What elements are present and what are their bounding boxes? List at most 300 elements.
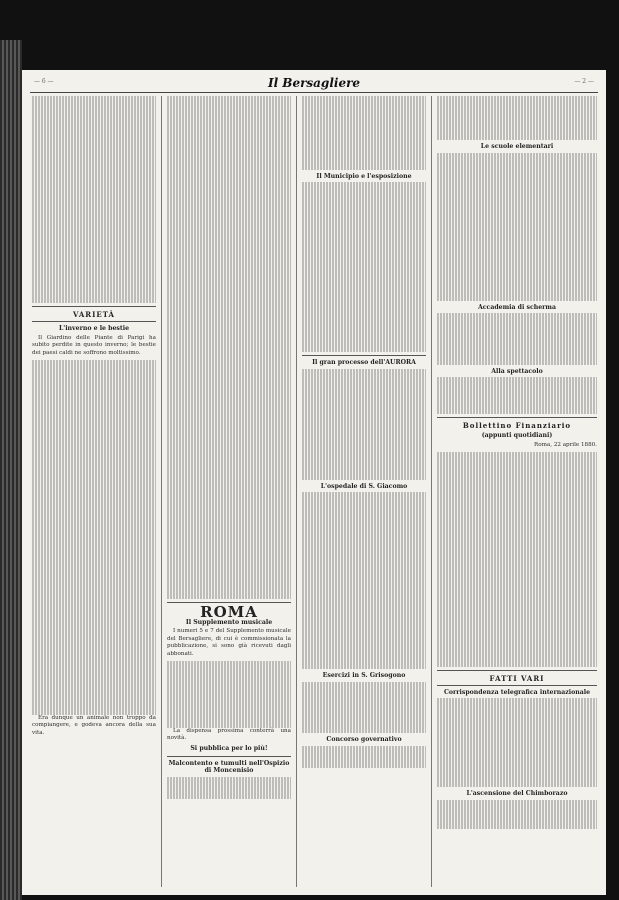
- text-line: [32, 103, 156, 110]
- text-line: [437, 190, 597, 197]
- text-line: [437, 750, 597, 757]
- text-line: [32, 493, 156, 500]
- section-divider: [32, 306, 156, 307]
- section-divider: [437, 417, 597, 418]
- text-line: [437, 698, 597, 705]
- text-line: [437, 399, 597, 406]
- text-line: [437, 482, 597, 489]
- text-line: [167, 443, 291, 450]
- text-line: [167, 244, 291, 251]
- text-line: [437, 504, 597, 511]
- text-line: [167, 251, 291, 258]
- section-divider: [437, 670, 597, 671]
- text-line: [302, 450, 426, 457]
- text-line: [302, 529, 426, 536]
- text-line: [437, 519, 597, 526]
- text-line: [437, 118, 597, 125]
- ospedale-heading: L'ospedale di S. Giacomo: [320, 482, 408, 490]
- text-line: [437, 343, 597, 350]
- text-line: [437, 728, 597, 735]
- text-line: [167, 562, 291, 569]
- text-line: [302, 227, 426, 234]
- text-line: [32, 486, 156, 493]
- text-line: [32, 604, 156, 611]
- fatti-vari-title: FATTI VARI: [489, 673, 545, 683]
- text-line: [437, 489, 597, 496]
- text-line: [437, 264, 597, 271]
- text-line: [437, 452, 597, 459]
- text-line: [167, 569, 291, 576]
- text-line: [32, 633, 156, 640]
- text-line: [437, 735, 597, 742]
- text-line: [167, 451, 291, 458]
- text-line: [167, 266, 291, 273]
- text-line: [167, 126, 291, 133]
- section-title-roma: ROMA: [200, 602, 258, 621]
- text-line: [32, 236, 156, 243]
- text-line: [167, 118, 291, 125]
- text-line: [32, 170, 156, 177]
- text-line: [167, 399, 291, 406]
- text-line: [167, 791, 291, 798]
- text-line: [167, 683, 291, 690]
- text-line: [437, 467, 597, 474]
- text-line: [302, 689, 426, 696]
- text-line: [302, 647, 426, 654]
- text-line: [302, 133, 426, 140]
- text-line: [32, 678, 156, 685]
- scuole-heading: Le scuole elementari: [480, 143, 554, 151]
- text-line: [302, 632, 426, 639]
- text-line: [32, 126, 156, 133]
- text-line: [302, 212, 426, 219]
- text-line: [167, 466, 291, 473]
- accademia-heading: Accademia di scherma: [477, 303, 556, 311]
- text-line: [32, 456, 156, 463]
- text-line: [437, 212, 597, 219]
- text-line: [437, 111, 597, 118]
- text-line: [32, 611, 156, 618]
- text-line: [437, 126, 597, 133]
- text-line: [437, 350, 597, 357]
- text-line: [167, 377, 291, 384]
- text-line: [32, 545, 156, 552]
- text-line: [32, 367, 156, 374]
- text-line: [32, 118, 156, 125]
- text-line: [167, 170, 291, 177]
- text-line: [302, 558, 426, 565]
- text-line: [32, 222, 156, 229]
- text-line: [302, 726, 426, 733]
- text-line: [437, 593, 597, 600]
- text-line: [302, 640, 426, 647]
- text-line: [32, 552, 156, 559]
- roma-cta: Si pubblica per lo più!: [190, 745, 268, 753]
- text-line: [302, 103, 426, 110]
- text-line: [437, 256, 597, 263]
- text-line: [302, 704, 426, 711]
- text-line: [302, 472, 426, 479]
- text-line: [167, 192, 291, 199]
- text-line: [437, 814, 597, 821]
- text-line: [32, 508, 156, 515]
- text-line: [32, 133, 156, 140]
- text-line: [302, 308, 426, 315]
- section-divider: [437, 685, 597, 686]
- text-line: [437, 772, 597, 779]
- text-line: [437, 800, 597, 807]
- text-line: [167, 355, 291, 362]
- text-line: [167, 421, 291, 428]
- text-line: [167, 347, 291, 354]
- text-line: [437, 474, 597, 481]
- text-line: [167, 720, 291, 727]
- text-line: [437, 630, 597, 637]
- text-line: [302, 271, 426, 278]
- text-line: [302, 391, 426, 398]
- text-line: [32, 163, 156, 170]
- text-line: [32, 707, 156, 714]
- text-line: [437, 249, 597, 256]
- text-line: [437, 607, 597, 614]
- text-line: [167, 236, 291, 243]
- text-line: [302, 603, 426, 610]
- text-line: [437, 286, 597, 293]
- text-line: [302, 264, 426, 271]
- text-line: [167, 288, 291, 295]
- text-line: [302, 234, 426, 241]
- text-line: [167, 177, 291, 184]
- text-line: [167, 576, 291, 583]
- page-header: [30, 72, 598, 93]
- text-line: [302, 465, 426, 472]
- text-line: [32, 244, 156, 251]
- text-line: [167, 406, 291, 413]
- concorso-heading: Concorso governativo: [326, 736, 402, 744]
- text-line: [302, 338, 426, 345]
- article-subtitle: L'inverno e le bestie: [58, 325, 130, 333]
- text-line: [167, 591, 291, 598]
- text-line: [302, 413, 426, 420]
- text-line: [302, 566, 426, 573]
- text-line: [437, 743, 597, 750]
- text-line: [167, 111, 291, 118]
- column-rule: [431, 96, 432, 887]
- text-line: [167, 488, 291, 495]
- text-line: [437, 234, 597, 241]
- text-line: [302, 219, 426, 226]
- text-line: [32, 434, 156, 441]
- text-line: [167, 296, 291, 303]
- text-line: [437, 622, 597, 629]
- text-line: [302, 573, 426, 580]
- text-line: [32, 560, 156, 567]
- text-line: [302, 197, 426, 204]
- column-4: [437, 96, 597, 887]
- text-line: [302, 492, 426, 499]
- text-line: [302, 697, 426, 704]
- text-line: [167, 458, 291, 465]
- text-line: [302, 301, 426, 308]
- text-line: [302, 618, 426, 625]
- text-line: [32, 537, 156, 544]
- roma-text: I numeri 5 e 7 del Supplemento musicale del Bersagliere, di cui è commissionata la pubblicazione, si sono già ricevuti dagli abbonati.: [167, 628, 291, 657]
- text-line: [32, 574, 156, 581]
- text-line: [167, 691, 291, 698]
- text-line: [167, 155, 291, 162]
- text-line: [302, 682, 426, 689]
- text-line: [167, 705, 291, 712]
- text-line: [437, 780, 597, 787]
- text-line: [32, 419, 156, 426]
- text-line: [302, 662, 426, 669]
- text-line: [167, 325, 291, 332]
- text-line: [167, 668, 291, 675]
- text-line: [32, 140, 156, 147]
- text-line: [167, 362, 291, 369]
- text-line: [437, 168, 597, 175]
- text-line: [167, 436, 291, 443]
- article-intro: Il Giardino delle Piante di Parigi ha subito perdite in questo inverno; le bestie dei paesi caldi ne soffrono moltissimo.: [32, 334, 156, 356]
- text-line: [302, 256, 426, 263]
- text-line: [302, 163, 426, 170]
- text-line: [437, 721, 597, 728]
- municipio-heading: Il Municipio e l'esposizione: [316, 172, 412, 180]
- text-line: [167, 148, 291, 155]
- text-line: [167, 384, 291, 391]
- text-line: [32, 582, 156, 589]
- text-line: [32, 360, 156, 367]
- bulletin-title: Bollettino Finanziario: [462, 421, 572, 431]
- text-line: [32, 471, 156, 478]
- text-line: [32, 375, 156, 382]
- text-line: [437, 103, 597, 110]
- text-line: [32, 382, 156, 389]
- text-line: [167, 369, 291, 376]
- text-line: [302, 148, 426, 155]
- text-line: [302, 345, 426, 352]
- text-line: [437, 541, 597, 548]
- text-line: [302, 588, 426, 595]
- text-line: [437, 706, 597, 713]
- section-title-varieta: VARIETÀ: [72, 309, 115, 319]
- text-line: [32, 515, 156, 522]
- text-line: [167, 340, 291, 347]
- text-line: [437, 278, 597, 285]
- text-line: [32, 700, 156, 707]
- masthead: Il Bersagliere: [267, 76, 361, 90]
- text-line: [437, 652, 597, 659]
- aurora-heading: Il gran processo dell'AURORA: [312, 359, 416, 367]
- text-line: [302, 536, 426, 543]
- text-line: [437, 765, 597, 772]
- text-line: [167, 473, 291, 480]
- corrispondenza-heading: Corrispondenza telegrafica internazionale: [443, 689, 591, 697]
- newspaper-page: [22, 70, 606, 895]
- text-line: [437, 637, 597, 644]
- text-line: [32, 523, 156, 530]
- text-line: [32, 656, 156, 663]
- text-line: [167, 222, 291, 229]
- text-line: [302, 761, 426, 768]
- header-left-mark: — 6 —: [34, 78, 54, 85]
- column-1: [32, 96, 156, 887]
- text-line: [437, 153, 597, 160]
- text-line: [167, 185, 291, 192]
- text-line: [437, 548, 597, 555]
- text-line: [167, 495, 291, 502]
- text-line: [437, 713, 597, 720]
- text-line: [167, 318, 291, 325]
- text-line: [32, 648, 156, 655]
- text-line: [167, 392, 291, 399]
- header-right-mark: — 2 —: [574, 78, 594, 85]
- text-line: [167, 517, 291, 524]
- text-line: [32, 288, 156, 295]
- text-line: [32, 685, 156, 692]
- chimborazo-heading: L'ascensione del Chimborazo: [466, 790, 568, 798]
- column-2: [167, 96, 291, 887]
- text-line: [167, 303, 291, 310]
- text-line: [32, 693, 156, 700]
- bulletin-subtitle: (appunti quotidiani): [481, 432, 553, 440]
- text-line: [302, 610, 426, 617]
- text-line: [437, 241, 597, 248]
- text-line: [32, 185, 156, 192]
- text-line: [302, 330, 426, 337]
- text-line: [302, 204, 426, 211]
- text-line: [302, 96, 426, 103]
- text-line: [32, 619, 156, 626]
- text-line: [302, 625, 426, 632]
- text-line: [32, 500, 156, 507]
- text-line: [167, 273, 291, 280]
- text-line: [32, 273, 156, 280]
- text-line: [167, 310, 291, 317]
- text-line: [302, 241, 426, 248]
- text-line: [302, 457, 426, 464]
- text-line: [32, 199, 156, 206]
- text-line: [32, 111, 156, 118]
- text-line: [302, 655, 426, 662]
- text-line: [32, 397, 156, 404]
- text-line: [32, 641, 156, 648]
- text-line: [302, 398, 426, 405]
- text-line: [302, 126, 426, 133]
- text-line: [167, 510, 291, 517]
- text-line: [302, 286, 426, 293]
- text-line: [302, 420, 426, 427]
- text-line: [32, 412, 156, 419]
- text-line: [302, 753, 426, 760]
- text-line: [32, 596, 156, 603]
- text-line: [437, 659, 597, 666]
- text-line: [302, 514, 426, 521]
- text-line: [437, 460, 597, 467]
- esercizi-heading: Esercizi in S. Grisogono: [322, 672, 406, 680]
- text-line: [302, 443, 426, 450]
- text-line: [302, 376, 426, 383]
- text-line: [302, 499, 426, 506]
- text-line: [437, 160, 597, 167]
- text-line: [167, 333, 291, 340]
- text-line: [167, 784, 291, 791]
- text-line: [302, 522, 426, 529]
- text-line: [32, 663, 156, 670]
- text-line: [167, 713, 291, 720]
- text-line: [32, 259, 156, 266]
- text-line: [437, 271, 597, 278]
- text-line: [167, 584, 291, 591]
- text-line: [167, 259, 291, 266]
- article-closing: Era dunque un animale non troppo da compiangere, e godeva ancora della sua vita.: [32, 714, 156, 736]
- text-line: [32, 155, 156, 162]
- text-line: [167, 103, 291, 110]
- text-line: [32, 426, 156, 433]
- text-line: [32, 148, 156, 155]
- text-line: [437, 563, 597, 570]
- text-line: [32, 96, 156, 103]
- text-line: [32, 390, 156, 397]
- section-divider: [302, 355, 426, 356]
- text-line: [167, 539, 291, 546]
- text-line: [32, 404, 156, 411]
- text-line: [437, 320, 597, 327]
- section-divider: [167, 756, 291, 757]
- text-line: [167, 414, 291, 421]
- text-line: [437, 197, 597, 204]
- text-line: [32, 296, 156, 303]
- text-line: [437, 807, 597, 814]
- text-line: [437, 313, 597, 320]
- roma-subtitle: Il Supplemento musicale: [185, 618, 273, 626]
- text-line: [167, 661, 291, 668]
- text-line: [302, 118, 426, 125]
- text-line: [437, 392, 597, 399]
- roma-note: La dispensa prossima conterrà una novità.: [167, 727, 291, 741]
- text-line: [302, 746, 426, 753]
- text-line: [32, 192, 156, 199]
- text-line: [32, 251, 156, 258]
- text-line: [437, 133, 597, 140]
- text-line: [32, 177, 156, 184]
- text-line: [32, 266, 156, 273]
- text-line: [302, 369, 426, 376]
- text-line: [302, 428, 426, 435]
- text-line: [302, 111, 426, 118]
- text-line: [32, 670, 156, 677]
- text-line: [167, 480, 291, 487]
- text-line: [32, 441, 156, 448]
- text-line: [302, 155, 426, 162]
- text-line: [437, 328, 597, 335]
- text-line: [32, 567, 156, 574]
- text-line: [437, 578, 597, 585]
- text-line: [302, 406, 426, 413]
- text-line: [167, 140, 291, 147]
- text-line: [437, 175, 597, 182]
- section-divider: [32, 321, 156, 322]
- text-line: [302, 182, 426, 189]
- text-line: [167, 207, 291, 214]
- text-line: [437, 219, 597, 226]
- text-line: [167, 133, 291, 140]
- text-line: [437, 615, 597, 622]
- text-line: [437, 511, 597, 518]
- text-line: [167, 676, 291, 683]
- moncenisio-heading: Malcontento e tumulti nell'Ospizio di Moncenisio: [168, 759, 290, 775]
- text-line: [302, 140, 426, 147]
